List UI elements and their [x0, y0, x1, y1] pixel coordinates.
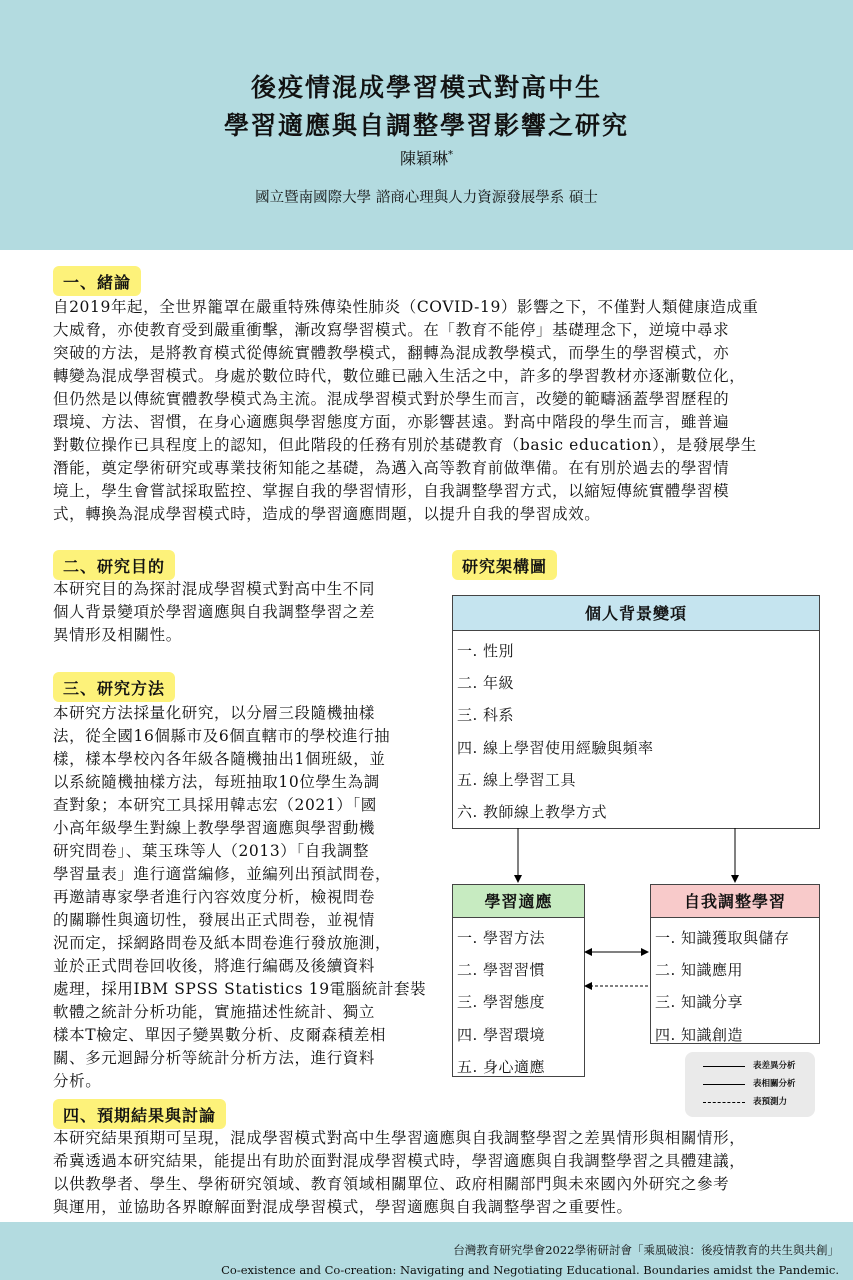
text-line: 個人背景變項於學習適應與自我調整學習之差: [53, 603, 376, 621]
legend-label: 表預測力: [753, 1097, 788, 1107]
learning-adaptation-title: 學習適應: [453, 885, 584, 918]
text-line: 關、多元迴歸分析等統計分析方法，進行資料: [53, 1049, 376, 1067]
text-line: 希冀透過本研究結果，能提出有助於面對混成學習模式時，學習適應與自我調整學習之具體建議，: [53, 1152, 746, 1170]
legend-label: 表相關分析: [753, 1079, 796, 1089]
text-line: 潛能，奠定學術研究或專業技術知能之基礎，為邁入高等教育前做準備。在有別於過去的學習情: [53, 459, 730, 477]
conference-subtitle: Co-existence and Co-creation: Navigating and Negotiating Educational. Boundaries amidst the Pandemic.: [221, 1263, 839, 1277]
text-line: 查對象；本研究工具採用韓志宏（2021）「國: [53, 796, 377, 814]
text-line: 異情形及相關性。: [53, 626, 182, 644]
self-regulated-item: 四. 知識創造: [655, 1026, 744, 1044]
text-line: 再邀請專家學者進行內容效度分析，檢視問卷: [53, 888, 376, 906]
background-item: 六. 教師線上教學方式: [457, 803, 608, 821]
legend-difference: [703, 1059, 813, 1073]
self-regulated-item: 三. 知識分享: [655, 993, 744, 1011]
adaptation-item: 五. 身心適應: [457, 1058, 546, 1076]
self-regulated-learning-title: 自我調整學習: [651, 885, 819, 918]
text-line: 軟體之統計分析功能，實施描述性統計、獨立: [53, 1003, 376, 1021]
background-item: 五. 線上學習工具: [457, 771, 577, 789]
adaptation-item: 二. 學習習慣: [457, 961, 546, 979]
text-line: 與運用，並協助各界瞭解面對混成學習模式，學習適應與自我調整學習之重要性。: [53, 1198, 633, 1216]
text-line: 學習量表」進行適當編修，並編列出預試問卷，: [53, 865, 392, 883]
legend-label: 表差異分析: [753, 1061, 796, 1071]
self-regulated-item: 一. 知識獲取與儲存: [655, 929, 790, 947]
title-line-1: 後疫情混成學習模式對高中生: [250, 73, 602, 102]
text-line: 以系統隨機抽樣方法，每班抽取10位學生為調: [53, 773, 380, 791]
text-line: 自2019年起，全世界籠罩在嚴重特殊傳染性肺炎（COVID-19）影響之下，不僅對人類健康造成重: [53, 298, 759, 316]
legend-correlation: [703, 1077, 813, 1091]
background-item: 三. 科系: [457, 706, 515, 724]
framework-legend: [685, 1052, 815, 1117]
text-line: 的關聯性與適切性，發展出正式問卷，並視情: [53, 911, 376, 929]
intro-heading: 一、緒論: [53, 266, 141, 296]
title-line-2: 學習適應與自調整學習影響之研究: [223, 111, 629, 140]
framework-heading: 研究架構圖: [452, 550, 557, 580]
author-mark: *: [448, 149, 453, 161]
text-line: 本研究目的為探討混成學習模式對高中生不同: [53, 580, 376, 598]
adaptation-item: 一. 學習方法: [457, 929, 546, 947]
results-paragraph: [53, 1127, 828, 1219]
text-line: 本研究方法採量化研究，以分層三段隨機抽樣: [53, 704, 376, 722]
text-line: 樣本T檢定、單因子變異數分析、皮爾森積差相: [53, 1026, 386, 1044]
text-line: 處理，採用IBM SPSS Statistics 19電腦統計套裝: [53, 980, 427, 998]
text-line: 大威脅，亦使教育受到嚴重衝擊，漸改寫學習模式。在「教育不能停」基礎理念下，逆境中尋求: [53, 321, 730, 339]
background-item: 一. 性別: [457, 642, 515, 660]
purpose-heading: 二、研究目的: [53, 550, 175, 580]
adaptation-item: 四. 學習環境: [457, 1026, 546, 1044]
results-heading: 四、預期結果與討論: [53, 1099, 226, 1129]
method-heading: 三、研究方法: [53, 672, 175, 702]
text-line: 小高年級學生對線上教學學習適應與學習動機: [53, 819, 376, 837]
text-line: 本研究結果預期可呈現，混成學習模式對高中生學習適應與自我調整學習之差異情形與相關情形，: [53, 1129, 746, 1147]
background-variables-title: 個人背景變項: [453, 596, 819, 631]
text-line: 突破的方法，是將教育模式從傳統實體教學模式，翻轉為混成教學模式，而學生的學習模式，亦: [53, 344, 730, 362]
legend-prediction: [703, 1095, 813, 1109]
conference-name: 台灣教育研究學會2022學術研討會「乘風破浪：後疫情教育的共生與共創」: [453, 1243, 839, 1257]
affiliation: 國立暨南國際大學 諮商心理與人力資源發展學系 碩士: [255, 190, 598, 206]
legend-double-arrow-icon: [703, 1084, 745, 1085]
text-line: 分析。: [53, 1072, 102, 1090]
background-item: 四. 線上學習使用經驗與頻率: [457, 739, 654, 757]
author-name: 陳穎琳: [399, 149, 448, 168]
background-item: 二. 年級: [457, 674, 515, 692]
text-line: 況而定，採網路問卷及紙本問卷進行發放施測，: [53, 934, 392, 952]
text-line: 對數位操作已具程度上的認知，但此階段的任務有別於基礎教育（basic education），是發展學生: [53, 436, 758, 454]
footer-band: [0, 1222, 853, 1280]
text-line: 法，從全國16個縣市及6個直轄市的學校進行抽: [53, 727, 391, 745]
adaptation-item: 三. 學習態度: [457, 993, 546, 1011]
text-line: 式，轉換為混成學習模式時，造成的學習適應問題，以提升自我的學習成效。: [53, 505, 601, 523]
text-line: 以供教學者、學生、學術研究領域、教育領域相關單位、政府相關部門與未來國內外研究之參考: [53, 1175, 730, 1193]
text-line: 轉變為混成學習模式。身處於數位時代，數位雖已融入生活之中，許多的學習教材亦逐漸數位化，: [53, 367, 746, 385]
legend-dashed-arrow-icon: [703, 1102, 745, 1103]
text-line: 樣，樣本學校內各年級各隨機抽出1個班級，並: [53, 750, 386, 768]
text-line: 研究問卷」、葉玉珠等人（2013）「自我調整: [53, 842, 370, 860]
text-line: 境上，學生會嘗試採取監控、掌握自我的學習情形，自我調整學習方式，以縮短傳統實體學習模: [53, 482, 730, 500]
text-line: 但仍然是以傳統實體教學模式為主流。混成學習模式對於學生而言，改變的範疇涵蓋學習歷程的: [53, 390, 730, 408]
text-line: 環境、方法、習慣，在身心適應與學習態度方面，亦影響甚遠。對高中階段的學生而言，雖普遍: [53, 413, 730, 431]
text-line: 並於正式問卷回收後，將進行編碼及後續資料: [53, 957, 376, 975]
self-regulated-item: 二. 知識應用: [655, 961, 744, 979]
legend-solid-arrow-icon: [703, 1066, 745, 1067]
